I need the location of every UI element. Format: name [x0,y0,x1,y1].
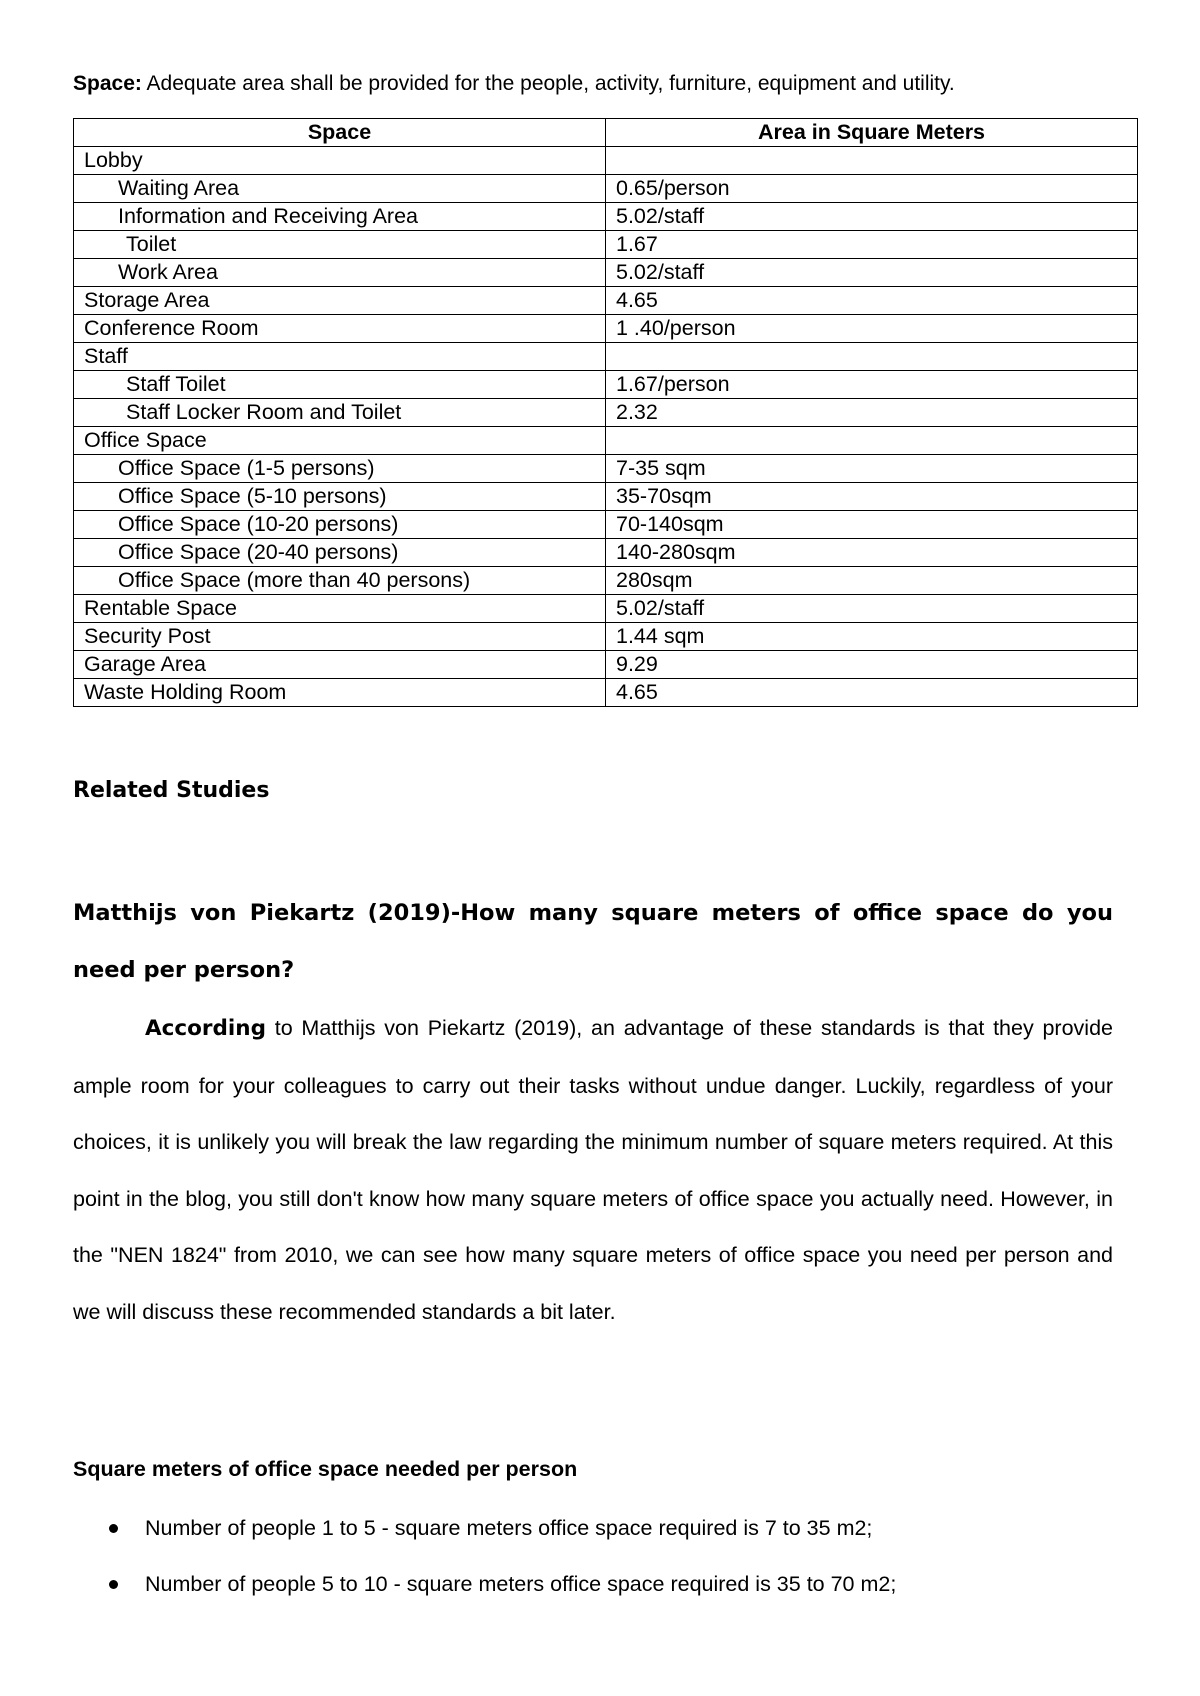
cell-area: 5.02/staff [606,203,1138,231]
table-row [74,203,1138,231]
cell-area: 5.02/staff [606,595,1138,623]
related-studies-heading: Related Studies [73,778,270,803]
table-row [74,343,1138,371]
cell-area: 4.65 [606,287,1138,315]
table-row [74,371,1138,399]
cell-space: Toilet [74,231,606,259]
bullet-dot-icon [109,1580,118,1589]
intro-label: Space: [73,72,142,95]
cell-space: Office Space (5-10 persons) [74,483,606,511]
cell-area [606,343,1138,371]
header-space: Space [74,119,606,147]
table-row [74,483,1138,511]
study-heading: Matthijs von Piekartz (2019)-How many square meters of office space do you need per person? [73,900,1113,983]
intro-text: Adequate area shall be provided for the people, activity, furniture, equipment and utility. [141,72,955,95]
cell-space: Staff Locker Room and Toilet [74,399,606,427]
bullet-text: Number of people 5 to 10 - square meters office space required is 35 to 70 m2; [145,1572,897,1596]
bullet-item [73,1500,896,1556]
table-row [74,427,1138,455]
table-row [74,679,1138,707]
cell-area: 9.29 [606,651,1138,679]
table-row [74,175,1138,203]
cell-space: Office Space (1-5 persons) [74,455,606,483]
cell-area: 1.67/person [606,371,1138,399]
cell-space: Office Space [74,427,606,455]
cell-area: 7-35 sqm [606,455,1138,483]
bullet-text: Number of people 1 to 5 - square meters office space required is 7 to 35 m2; [145,1516,873,1540]
cell-space: Office Space (more than 40 persons) [74,567,606,595]
table-header-row [74,119,1138,147]
cell-area: 2.32 [606,399,1138,427]
cell-space: Waste Holding Room [74,679,606,707]
bullet-list [73,1500,896,1612]
cell-space: Rentable Space [74,595,606,623]
cell-area: 1 .40/person [606,315,1138,343]
cell-space: Office Space (10-20 persons) [74,511,606,539]
cell-space: Lobby [74,147,606,175]
table-row [74,315,1138,343]
paragraph-lead: According [145,1016,266,1041]
space-area-table [73,118,1138,707]
table-row [74,399,1138,427]
cell-space: Staff [74,343,606,371]
cell-area: 1.44 sqm [606,623,1138,651]
table-row [74,539,1138,567]
paragraph-text: to Matthijs von Piekartz (2019), an advantage of these standards is that they provide ample room for your colleagues to carry out their tasks without undue danger. Luckily, regardless of your choices, it is unlikely you will break the law regarding the minimum number of square meters required. At this point in the blog, you still don't know how many square meters of office space you actually need. However, in the "NEN 1824" from 2010, we can see how many square meters of office space you need per person and we will discuss these recommended standards a bit later. [73,1016,1113,1324]
cell-area: 70-140sqm [606,511,1138,539]
cell-area [606,427,1138,455]
cell-space: Staff Toilet [74,371,606,399]
intro-line [73,72,955,96]
cell-space: Office Space (20-40 persons) [74,539,606,567]
study-paragraph [73,1000,1113,1340]
cell-area: 140-280sqm [606,539,1138,567]
cell-space: Storage Area [74,287,606,315]
cell-area: 4.65 [606,679,1138,707]
cell-space: Security Post [74,623,606,651]
table-row [74,595,1138,623]
cell-area: 35-70sqm [606,483,1138,511]
cell-space: Work Area [74,259,606,287]
cell-area [606,147,1138,175]
cell-area: 280sqm [606,567,1138,595]
cell-space: Waiting Area [74,175,606,203]
table-row [74,259,1138,287]
header-area: Area in Square Meters [606,119,1138,147]
table-row [74,147,1138,175]
table-row [74,287,1138,315]
square-meters-heading: Square meters of office space needed per person [73,1457,578,1481]
cell-area: 5.02/staff [606,259,1138,287]
table-row [74,567,1138,595]
table-row [74,623,1138,651]
bullet-item [73,1556,896,1612]
cell-area: 0.65/person [606,175,1138,203]
cell-area: 1.67 [606,231,1138,259]
cell-space: Information and Receiving Area [74,203,606,231]
table-row [74,455,1138,483]
bullet-dot-icon [109,1524,118,1533]
cell-space: Garage Area [74,651,606,679]
table-row [74,651,1138,679]
cell-space: Conference Room [74,315,606,343]
table-body [74,147,1138,707]
table-row [74,511,1138,539]
table-row [74,231,1138,259]
